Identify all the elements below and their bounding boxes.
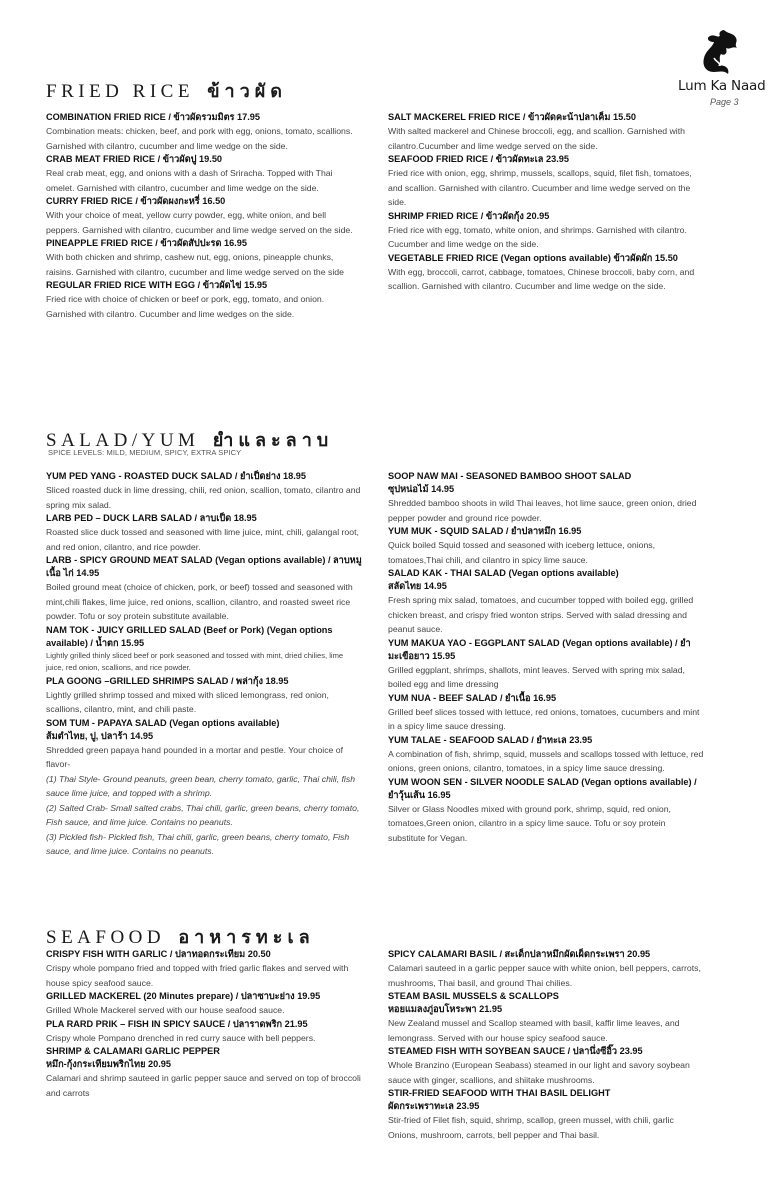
item-description: With salted mackerel and Chinese broccoli, egg, and scallion. Garnished with cilantro.Cucumber and lime wedge served on the side. — [388, 126, 685, 151]
item-title: CRISPY FISH WITH GARLIC / ปลาทอดกระเทียม 20.50 — [46, 949, 271, 959]
item-description: Grilled Whole Mackerel served with our house seafood sauce. — [46, 1005, 285, 1015]
menu-item — [46, 237, 362, 279]
menu-item — [388, 1045, 704, 1087]
menu-item — [388, 111, 704, 153]
menu-item — [388, 637, 704, 692]
menu-item — [46, 554, 362, 624]
item-title: COMBINATION FRIED RICE / ข้าวผัดรวมมิตร 17.95 — [46, 112, 261, 122]
item-description: Sliced roasted duck in lime dressing, chili, red onion, scallion, tomato, cilantro and spring mix salad. — [46, 485, 361, 510]
menu-item — [388, 525, 704, 567]
salad-left-column — [46, 470, 362, 859]
item-title: PINEAPPLE FRIED RICE / ข้าวผัดสัปปะรด 16.95 — [46, 238, 247, 248]
item-description: Roasted slice duck tossed and seasoned with lime juice, mint, chili, galangal root, and red onion, cilantro, and rice powder. — [46, 527, 359, 552]
item-title: SPICY CALAMARI BASIL / สะเด็กปลาหมึกผัดเผ็ดกระเพรา 20.95 — [388, 949, 651, 959]
menu-item — [388, 734, 704, 776]
menu-item — [46, 948, 362, 990]
item-description: Lightly grilled thinly sliced beef or pork seasoned and tossed with mint, dried chilies, lime juice, red onion, scallions, and rice powder. — [46, 650, 344, 672]
item-description: With your choice of meat, yellow curry powder, egg, white onion, and bell peppers. Garnished with cilantro, cucumber and lime wedge served on the side. — [46, 210, 353, 235]
menu-item — [46, 1045, 362, 1100]
item-description: Grilled beef slices tossed with lettuce, red onions, tomatoes, cucumbers and mint in a spicy lime sauce dressing. — [388, 706, 700, 731]
section-title-text: FRIED RICE — [46, 81, 194, 102]
seafood-right-column — [388, 948, 704, 1142]
item-description: Calamari sauteed in a garlic pepper sauce with white onion, bell peppers, carrots, mushrooms, Thai basil, and ground Thai chilies. — [388, 963, 701, 988]
menu-item — [388, 567, 704, 637]
item-title: SOOP NAW MAI - SEASONED BAMBOO SHOOT SALAD — [388, 471, 632, 481]
section-title-thai: ยำและลาบ — [212, 430, 334, 451]
menu-item — [388, 776, 704, 846]
menu-item — [388, 153, 704, 210]
item-description: With egg, broccoli, carrot, cabbage, tomatoes, Chinese broccoli, baby corn, and scallion. Garnished with cilantro. Cucumber and lime wedge on the side. — [388, 266, 695, 291]
menu-item — [388, 948, 704, 990]
item-description: Quick boiled Squid tossed and seasoned with iceberg lettuce, onions, tomatoes,Thai chili, and cilantro in spicy lime sauce. — [388, 540, 656, 565]
menu-item — [46, 279, 362, 321]
menu-item — [46, 624, 362, 675]
item-title: SALT MACKEREL FRIED RICE / ข้าวผัดคะน้าปลาเค็ม 15.50 — [388, 112, 637, 122]
item-title: LARB PED – DUCK LARB SALAD / ลาบเป็ด 18.95 — [46, 513, 257, 523]
item-description: Real crab meat, egg, and onions with a dash of Sriracha. Topped with Thai omelet. Garnished with cilantro, cucumber and lime wedge on the side. — [46, 168, 333, 193]
item-title: PLA GOONG –GRILLED SHRIMPS SALAD / พล่ากุ้ง 18.95 — [46, 675, 289, 686]
section-title-thai: อาหารทะเล — [178, 927, 315, 948]
item-description: Crispy whole pompano fried and topped with fried garlic flakes and served with house spicy seafood sauce. — [46, 963, 349, 988]
menu-item — [388, 252, 704, 294]
item-title-thai: ซุปหน่อไม้ 14.95 — [388, 484, 455, 494]
item-description: Stir-fried of Filet fish, squid, shrimp, scallop, green mussel, with chili, garlic Onions, mushroom, carrots, bell pepper and Thai basil. — [388, 1115, 674, 1140]
naga-logo-icon — [694, 28, 746, 78]
item-description: Lightly grilled shrimp tossed and mixed with sliced lemongrass, red onion, scallions, cilantro, mint, and chili paste. — [46, 689, 329, 714]
item-title: GRILLED MACKEREL (20 Minutes prepare) / ปลาซาบะย่าง 19.95 — [46, 991, 321, 1001]
item-title: SOM TUM - PAPAYA SALAD (Vegan options available) — [46, 717, 280, 728]
item-description: Crispy whole Pompano drenched in red curry sauce with bell peppers. — [46, 1032, 316, 1043]
menu-item — [46, 717, 362, 859]
section-title-text: SALAD/YUM — [46, 430, 200, 451]
item-title: VEGETABLE FRIED RICE (Vegan options available) ข้าวผัดผัก 15.50 — [388, 252, 678, 263]
item-title: STEAMED FISH WITH SOYBEAN SAUCE / ปลานึ่งซีอิ๊ว 23.95 — [388, 1046, 643, 1056]
item-description: Fried rice with onion, egg, shrimp, mussels, scallops, squid, filet fish, tomatoes, and scallion. Garnished with cilantro. Cucumber and lime wedge served on the side. — [388, 168, 692, 207]
item-title: CRAB MEAT FRIED RICE / ข้าวผัดปู 19.50 — [46, 154, 223, 164]
menu-item — [388, 470, 704, 525]
item-title: NAM TOK - JUICY GRILLED SALAD (Beef or Pork) (Vegan options available) / น้ำตก 15.95 — [46, 624, 333, 648]
item-title-thai: หมึก-กุ้งกระเทียมพริกไทย 20.95 — [46, 1059, 172, 1069]
item-title: SHRIMP & CALAMARI GARLIC PEPPER — [46, 1046, 220, 1056]
item-description: New Zealand mussel and Scallop steamed with basil, kaffir lime leaves, and lemongrass. Served with our house spicy seafood sauce. — [388, 1018, 680, 1043]
menu-item — [46, 512, 362, 554]
item-title: YUM MAKUA YAO - EGGPLANT SALAD (Vegan options available) / ยำมะเขือยาว 15.95 — [388, 637, 691, 661]
section-title-seafood — [46, 922, 315, 951]
menu-item — [46, 111, 362, 153]
menu-item — [388, 1087, 704, 1142]
section-title-thai: ข้าวผัด — [207, 81, 287, 102]
item-title: REGULAR FRIED RICE WITH EGG / ข้าวผัดไข่ 15.95 — [46, 280, 268, 290]
item-title: YUM MUK - SQUID SALAD / ยำปลาหมึก 16.95 — [388, 526, 582, 536]
item-description: Fresh spring mix salad, tomatoes, and cucumber topped with boiled egg, grilled chicken breast, and crispy fried wonton strips. Served with salad dressing and peanut sauce. — [388, 595, 694, 634]
item-title-thai: หอยแมลงภู่อบโหระพา 21.95 — [388, 1004, 503, 1014]
salad-right-column — [388, 470, 704, 845]
section-title-text: SEAFOOD — [46, 927, 166, 948]
item-description: Shredded bamboo shoots in wild Thai leaves, hot lime sauce, green onion, dried pepper powder and ground rice powder. — [388, 498, 697, 523]
item-title: STEAM BASIL MUSSELS & SCALLOPS — [388, 991, 559, 1001]
menu-item — [388, 692, 704, 734]
flavor-option: (1) Thai Style- Ground peanuts, green bean, cherry tomato, garlic, Thai chili, fish sauce lime juice, and topped with a shrimp. — [46, 773, 356, 798]
menu-item — [46, 675, 362, 717]
flavor-option: (2) Salted Crab- Small salted crabs, Thai chili, garlic, green beans, cherry tomato, Fish sauce, and lime juice. Contains no peanuts. — [46, 802, 360, 827]
item-description: Calamari and shrimp sauteed in garlic pepper sauce and served on top of broccoli and carrots — [46, 1073, 361, 1098]
menu-item — [46, 470, 362, 512]
item-title: YUM PED YANG - ROASTED DUCK SALAD / ยำเป็ดย่าง 18.95 — [46, 471, 307, 481]
menu-item — [388, 990, 704, 1045]
item-description: Whole Branzino (European Seabass) steamed in our light and savory soybean sauce with ginger, scallions, and shiitake mushrooms. — [388, 1060, 690, 1085]
item-description: Silver or Glass Noodles mixed with ground pork, shrimp, squid, red onion, tomatoes,Green onion, cilantro in a spicy lime sauce. Tofu or soy protein substitute for Vegan. — [388, 803, 671, 843]
item-title: SHRIMP FRIED RICE / ข้าวผัดกุ้ง 20.95 — [388, 210, 550, 221]
item-title-thai: สลัดไทย 14.95 — [388, 581, 447, 591]
menu-item — [46, 1018, 362, 1046]
menu-item — [46, 195, 362, 237]
spice-levels-note: SPICE LEVELS: MILD, MEDIUM, SPICY, EXTRA SPICY — [48, 448, 242, 457]
item-title: CURRY FRIED RICE / ข้าวผัดผงกะหรี่ 16.50 — [46, 196, 226, 206]
item-title: YUM WOON SEN - SILVER NOODLE SALAD (Vegan options available) / ยำวุ้นเส้น 16.95 — [388, 776, 697, 800]
item-description: A combination of fish, shrimp, squid, mussels and scallops tossed with lettuce, red onions, green onions, cilantro, tomatoes, in a spicy lime sauce dressing. — [388, 748, 704, 773]
seafood-left-column — [46, 948, 362, 1100]
item-title: SEAFOOD FRIED RICE / ข้าวผัดทะเล 23.95 — [388, 154, 569, 164]
item-title: STIR-FRIED SEAFOOD WITH THAI BASIL DELIGHT — [388, 1088, 611, 1098]
item-title-thai: ผัดกระเพราทะเล 23.95 — [388, 1101, 480, 1111]
brand-name: Lum Ka Naad — [678, 78, 766, 94]
page-number: Page 3 — [710, 97, 739, 107]
item-title: YUM TALAE - SEAFOOD SALAD / ยำทะเล 23.95 — [388, 734, 593, 745]
item-title: LARB - SPICY GROUND MEAT SALAD (Vegan options available) / ลาบหมู เนื้อ ไก่ 14.95 — [46, 555, 362, 578]
item-description: Fried rice with choice of chicken or beef or pork, egg, tomato, and onion. Garnished with cilantro. Cucumber and lime wedges on the side. — [46, 294, 325, 319]
fried-rice-left-column — [46, 111, 362, 321]
menu-item — [388, 210, 704, 252]
item-title: YUM NUA - BEEF SALAD / ยำเนื้อ 16.95 — [388, 692, 557, 703]
item-description: Combination meats: chicken, beef, and pork with egg, onions, tomato, scallions. Garnished with cilantro, cucumber and lime wedge on the side. — [46, 126, 353, 151]
section-title-fried-rice — [46, 76, 287, 105]
item-title: SALAD KAK - THAI SALAD (Vegan options available) — [388, 568, 619, 578]
item-description: Shredded green papaya hand pounded in a mortar and pestle. Your choice of flavor- — [46, 744, 344, 769]
item-description: Grilled eggplant, shrimps, shallots, mint leaves. Served with spring mix salad, boiled egg and lime dressing — [388, 664, 685, 689]
item-title-thai: ส้มตำไทย, ปู, ปลาร้า 14.95 — [46, 730, 154, 741]
menu-item — [46, 990, 362, 1018]
flavor-option: (3) Pickled fish- Pickled fish, Thai chili, garlic, green beans, cherry tomato, Fish sauce, and lime juice. Contains no peanuts. — [46, 831, 350, 856]
item-description: With both chicken and shrimp, cashew nut, egg, onions, pineapple chunks, raisins. Garnished with cilantro, cucumber and lime wedge served on the side — [46, 252, 344, 277]
item-description: Fried rice with egg, tomato, white onion, and shrimps. Garnished with cilantro. Cucumber and lime wedge on the side. — [388, 224, 687, 249]
menu-item — [46, 153, 362, 195]
restaurant-logo — [678, 28, 766, 94]
item-description: Boiled ground meat (choice of chicken, pork, or beef) tossed and seasoned with mint,chili flakes, lime juice, red onions, scallion, cilantro, and roasted sweet rice powder. Tofu or soy protein substitute available. — [46, 582, 353, 621]
fried-rice-right-column — [388, 111, 704, 294]
item-title: PLA RARD PRIK – FISH IN SPICY SAUCE / ปลาราดพริก 21.95 — [46, 1018, 308, 1029]
